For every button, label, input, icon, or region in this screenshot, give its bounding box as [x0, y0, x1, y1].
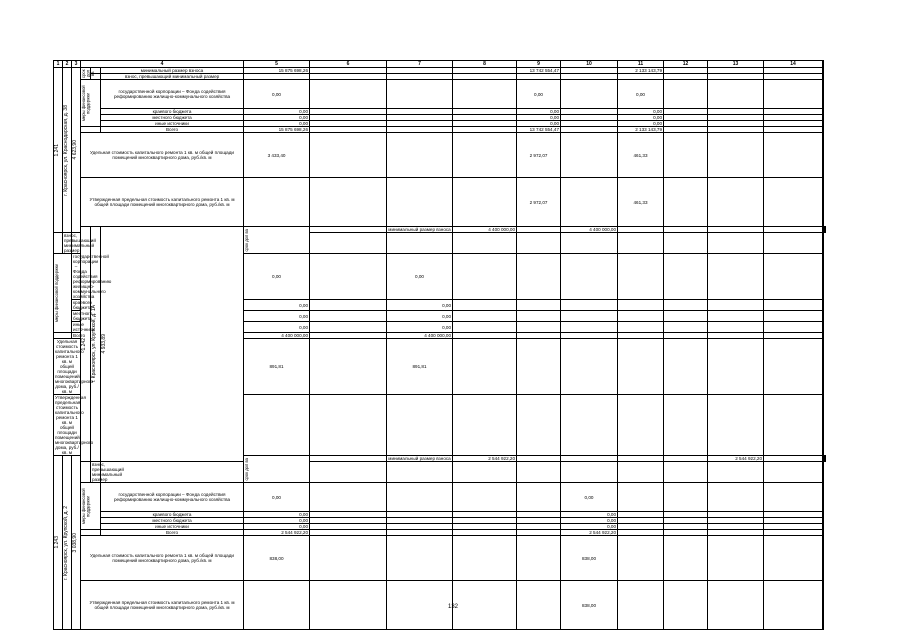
value-cell: [561, 339, 618, 395]
value-cell: [561, 178, 618, 227]
value-cell: 0,00: [387, 300, 453, 311]
value-cell: [453, 395, 517, 456]
area-cell: [72, 68, 81, 233]
value-cell: [387, 483, 453, 512]
value-cell: [618, 395, 664, 456]
value-cell: [310, 254, 387, 300]
empty-cell: [561, 233, 618, 254]
row-number: 1.243: [54, 536, 60, 549]
value-cell: 0,00: [244, 524, 310, 530]
value-cell: 4 400 000,00: [561, 227, 618, 233]
srok-cell: [244, 227, 310, 254]
table-row: [54, 133, 826, 178]
empty-cell: [764, 300, 823, 311]
value-cell: [561, 311, 618, 322]
value-cell: [517, 536, 561, 581]
empty-cell: [823, 254, 824, 300]
krai-label: краевого бюджета: [101, 512, 244, 518]
empty-cell: [453, 462, 517, 483]
utv-label: Утвержденная предельная стоимость капитального ремонта 1 кв. м общей площади помещений многоквартирного дома, руб./кв. м: [81, 178, 244, 227]
value-cell: [453, 339, 517, 395]
value-cell: 0,00: [618, 115, 664, 121]
value-cell: [517, 254, 561, 300]
empty-cell: [823, 80, 824, 109]
value-cell: 0,00: [517, 115, 561, 121]
value-cell: [561, 133, 618, 178]
empty-cell: [54, 233, 63, 254]
gk-label: государственной корпорации – Фонда содействия реформированию жилищно-коммунального хозяйства: [101, 80, 244, 109]
empty-cell: [517, 233, 561, 254]
empty-cell: [764, 483, 823, 512]
header-cell: 7: [387, 61, 453, 68]
value-cell: 0,00: [244, 322, 310, 333]
value-cell: [310, 178, 387, 227]
empty-cell: [664, 536, 708, 581]
value-cell: [561, 80, 618, 109]
empty-cell: [708, 462, 764, 483]
value-cell: 0,00: [517, 121, 561, 127]
value-cell: [310, 311, 387, 322]
value-cell: 2 133 143,79: [618, 68, 664, 74]
header-cell: 11: [618, 61, 664, 68]
value-cell: [453, 254, 517, 300]
value-cell: [618, 339, 664, 395]
value-cell: 0,00: [244, 254, 310, 300]
value-cell: [561, 254, 618, 300]
mery-label: меры финансовой поддержки: [81, 85, 91, 121]
value-cell: [618, 300, 664, 311]
value-cell: [453, 311, 517, 322]
value-cell: 2 972,07: [517, 178, 561, 227]
value-cell: 0,00: [387, 322, 453, 333]
value-cell: [453, 133, 517, 178]
value-cell: 0,00: [244, 300, 310, 311]
address: г. Красноярск, ул. Краснодарская, д. 38: [63, 104, 69, 196]
mest-label: местного бюджета: [73, 311, 93, 321]
value-cell: [517, 322, 561, 333]
empty-cell: [764, 536, 823, 581]
value-cell: 0,00: [517, 109, 561, 115]
udel-label: Удельная стоимость капитального ремонта 1 кв. м общей площади помещений многоквартирного дома, руб./кв. м: [81, 133, 244, 178]
value-cell: 2 133 143,79: [618, 127, 664, 133]
value-cell: 0,00: [618, 80, 664, 109]
value-cell: [387, 80, 453, 109]
inye-label: иные источники: [101, 524, 244, 530]
empty-cell: [823, 311, 824, 322]
value-cell: 4 400 000,00: [387, 333, 453, 339]
value-cell: [244, 581, 310, 630]
capital-repair-table: [53, 60, 826, 630]
value-cell: 0,00: [561, 512, 618, 518]
value-cell: 2 544 922,20: [708, 456, 764, 462]
header-cell: 3: [72, 61, 81, 68]
empty-cell: [664, 300, 708, 311]
empty-cell: [708, 322, 764, 333]
value-cell: [453, 80, 517, 109]
table-row: [54, 178, 826, 227]
srok-label: срок дол ва: [244, 457, 250, 481]
empty-cell: [664, 133, 708, 178]
utv-label: Утвержденная предельная стоимость капитального ремонта 1 кв. м общей площади помещений многоквартирного дома, руб./кв. м: [55, 395, 94, 455]
value-cell: 2 544 922,20: [244, 530, 310, 536]
empty-cell: [708, 395, 764, 456]
header-cell: 8: [453, 61, 517, 68]
header-cell: 10: [561, 61, 618, 68]
area-cell: [72, 456, 81, 630]
mery-cell: [81, 483, 101, 530]
srok-cell: [244, 456, 310, 483]
value-cell: 0,00: [618, 109, 664, 115]
header-cell: 4: [81, 61, 244, 68]
empty-cell: [664, 581, 708, 630]
empty-cell: [618, 233, 664, 254]
empty-cell: [823, 233, 824, 254]
value-cell: [618, 322, 664, 333]
header-cell: 1: [54, 61, 63, 68]
page-number: 132: [447, 604, 458, 610]
value-cell: 838,00: [561, 536, 618, 581]
mest-label: местного бюджета: [101, 518, 244, 524]
empty-cell: [825, 227, 826, 233]
vsego-label: Всего: [101, 127, 244, 133]
empty-cell: [310, 233, 387, 254]
row-number: 1.241: [54, 143, 60, 157]
empty-cell: [708, 311, 764, 322]
empty-cell: [561, 462, 618, 483]
mery-cell: [54, 254, 72, 333]
utv-label: Утвержденная предельная стоимость капитального ремонта 1 кв. м общей площади помещений многоквартирного дома, руб./кв. м: [81, 581, 244, 630]
value-cell: 0,00: [244, 518, 310, 524]
value-cell: [244, 178, 310, 227]
value-cell: 2 544 922,20: [453, 456, 517, 462]
value-cell: 4 400 000,00: [244, 333, 310, 339]
empty-cell: [764, 233, 823, 254]
empty-cell: [823, 536, 824, 581]
value-cell: [310, 395, 387, 456]
empty-cell: [664, 80, 708, 109]
empty-cell: [764, 462, 823, 483]
srok-label: срок дол ва: [244, 228, 250, 252]
table-row: [54, 80, 826, 109]
krai-label: краевого бюджета: [101, 109, 244, 115]
udel-label: Удельная стоимость капитального ремонта 1 кв. м общей площади помещений многоквартирного дома, руб./кв. м: [55, 339, 94, 394]
value-cell: 461,33: [618, 133, 664, 178]
prev-vznos-label: взнос, превышающий минимальный размер: [64, 233, 96, 253]
value-cell: [310, 483, 387, 512]
value-cell: 0,00: [387, 254, 453, 300]
vsego-label: Всего: [101, 530, 244, 536]
address-cell: [63, 456, 72, 630]
value-cell: 15 875 698,26: [244, 68, 310, 74]
empty-cell: [764, 322, 823, 333]
empty-cell: [387, 233, 453, 254]
value-cell: 0,00: [517, 80, 561, 109]
header-cell: 13: [708, 61, 764, 68]
empty-cell: [823, 322, 824, 333]
empty-cell: [664, 339, 708, 395]
value-cell: [244, 395, 310, 456]
row-number-cell: [54, 456, 63, 630]
empty-cell: [664, 483, 708, 512]
value-cell: 15 875 698,26: [244, 127, 310, 133]
value-cell: 13 742 554,47: [517, 68, 561, 74]
empty-cell: [708, 133, 764, 178]
empty-cell: [823, 462, 824, 483]
value-cell: [517, 339, 561, 395]
srok-label: срок дол ва: [81, 69, 96, 78]
empty-cell: [664, 462, 708, 483]
row-number-cell: [54, 68, 63, 233]
value-cell: [618, 483, 664, 512]
inye-label: иные источники: [73, 322, 95, 332]
value-cell: [517, 581, 561, 630]
srok-cell: [81, 68, 96, 80]
empty-cell: [387, 462, 453, 483]
header-cell: 12: [664, 61, 708, 68]
empty-cell: [708, 233, 764, 254]
gk-label: государственной корпорации – Фонда содействия реформированию жилищно-коммунального хозяйства: [73, 254, 112, 299]
value-cell: [387, 133, 453, 178]
mest-label: местного бюджета: [101, 115, 244, 121]
empty-cell: [708, 483, 764, 512]
value-cell: 891,81: [244, 339, 310, 395]
value-cell: [561, 300, 618, 311]
value-cell: [310, 339, 387, 395]
prev-vznos-label: взнос, превышающий минимальный размер: [92, 462, 124, 482]
mery-cell: [81, 80, 101, 127]
value-cell: 0,00: [244, 512, 310, 518]
empty-cell: [823, 339, 824, 395]
value-cell: [618, 536, 664, 581]
value-cell: [561, 322, 618, 333]
empty-cell: [664, 311, 708, 322]
area-cell: [101, 227, 244, 462]
value-cell: [310, 581, 387, 630]
min-vznos-label: минимальный размер взноса: [388, 456, 451, 461]
value-cell: 0,00: [244, 80, 310, 109]
empty-cell: [618, 462, 664, 483]
empty-cell: [825, 456, 826, 462]
value-cell: 3 433,40: [244, 133, 310, 178]
empty-cell: [664, 395, 708, 456]
value-cell: 461,33: [618, 178, 664, 227]
empty-cell: [517, 462, 561, 483]
value-cell: 0,00: [244, 115, 310, 121]
prev-vznos-label: взнос, превышающий минимальный размер: [101, 74, 244, 80]
value-cell: 0,00: [244, 109, 310, 115]
header-cell: [823, 61, 824, 68]
empty-cell: [664, 322, 708, 333]
empty-cell: [708, 581, 764, 630]
value-cell: [310, 300, 387, 311]
empty-cell: [764, 80, 823, 109]
empty-cell: [823, 178, 824, 227]
min-vznos-label: минимальный размер взноса: [388, 227, 451, 232]
mery-label: меры финансовой поддержки: [81, 488, 91, 524]
area: 4 933,89: [101, 334, 107, 354]
table-body: [54, 61, 826, 630]
empty-cell: [764, 178, 823, 227]
value-cell: 0,00: [561, 483, 618, 512]
row-number: 1.242: [81, 337, 87, 351]
value-cell: 2 544 922,20: [561, 530, 618, 536]
value-cell: 838,00: [561, 581, 618, 630]
empty-cell: [823, 133, 824, 178]
value-cell: [387, 536, 453, 581]
value-cell: [618, 581, 664, 630]
empty-cell: [823, 581, 824, 630]
empty-cell: [823, 395, 824, 456]
area: 3 038,90: [72, 532, 78, 553]
empty-cell: [764, 395, 823, 456]
empty-cell: [708, 80, 764, 109]
header-cell: 5: [244, 61, 310, 68]
value-cell: 4 400 000,00: [453, 227, 517, 233]
header-cell: 9: [517, 61, 561, 68]
empty-cell: [310, 462, 387, 483]
empty-cell: [453, 233, 517, 254]
value-cell: [310, 133, 387, 178]
empty-cell: [764, 581, 823, 630]
empty-cell: [664, 233, 708, 254]
inye-label: иные источники: [101, 121, 244, 127]
address: г. Красноярск, ул. Крупской, д. 2: [63, 505, 69, 580]
value-cell: [517, 483, 561, 512]
table-row: [54, 536, 826, 581]
mery-label: меры финансовой поддержки: [54, 264, 59, 322]
value-cell: [517, 300, 561, 311]
address: г. Красноярск, ул. Крупской, д. 1А: [91, 305, 97, 383]
value-cell: [310, 322, 387, 333]
value-cell: [618, 254, 664, 300]
value-cell: 0,00: [244, 311, 310, 322]
empty-cell: [708, 254, 764, 300]
value-cell: [618, 311, 664, 322]
empty-cell: [764, 133, 823, 178]
empty-cell: [708, 300, 764, 311]
value-cell: [561, 395, 618, 456]
empty-cell: [823, 300, 824, 311]
header-row: [54, 61, 826, 68]
gk-label: государственной корпорации – Фонда содействия реформированию жилищно-коммунального хозяйства: [101, 483, 244, 512]
value-cell: [517, 311, 561, 322]
header-cell: 14: [764, 61, 823, 68]
value-cell: 0,00: [618, 121, 664, 127]
value-cell: 838,00: [244, 536, 310, 581]
empty-cell: [823, 483, 824, 512]
value-cell: 0,00: [244, 121, 310, 127]
value-cell: [453, 483, 517, 512]
value-cell: [310, 536, 387, 581]
empty-cell: [81, 462, 91, 483]
table-row: [54, 483, 826, 512]
empty-cell: [764, 311, 823, 322]
value-cell: [453, 536, 517, 581]
value-cell: [453, 322, 517, 333]
min-vznos-label: минимальный размер взноса: [101, 68, 244, 74]
vsego-label: Всего: [73, 333, 86, 338]
empty-cell: [764, 254, 823, 300]
empty-cell: [708, 536, 764, 581]
value-cell: [387, 178, 453, 227]
value-cell: [310, 80, 387, 109]
value-cell: 0,00: [561, 524, 618, 530]
value-cell: 0,00: [387, 311, 453, 322]
value-cell: [517, 395, 561, 456]
value-cell: 13 742 554,47: [517, 127, 561, 133]
value-cell: 0,00: [561, 518, 618, 524]
empty-cell: [664, 178, 708, 227]
empty-cell: [708, 339, 764, 395]
value-cell: 891,81: [387, 339, 453, 395]
value-cell: [453, 300, 517, 311]
krai-label: краевого бюджета: [73, 300, 92, 310]
value-cell: [453, 178, 517, 227]
value-cell: 0,00: [244, 483, 310, 512]
table-row: [54, 462, 826, 483]
value-cell: 2 972,07: [517, 133, 561, 178]
header-cell: 2: [63, 61, 72, 68]
area: 4 623,90: [72, 140, 78, 160]
empty-cell: [664, 254, 708, 300]
address-cell: [63, 68, 72, 233]
empty-cell: [708, 178, 764, 227]
header-cell: 6: [310, 61, 387, 68]
udel-label: Удельная стоимость капитального ремонта 1 кв. м общей площади помещений многоквартирного дома, руб./кв. м: [81, 536, 244, 581]
empty-cell: [764, 339, 823, 395]
value-cell: [387, 395, 453, 456]
